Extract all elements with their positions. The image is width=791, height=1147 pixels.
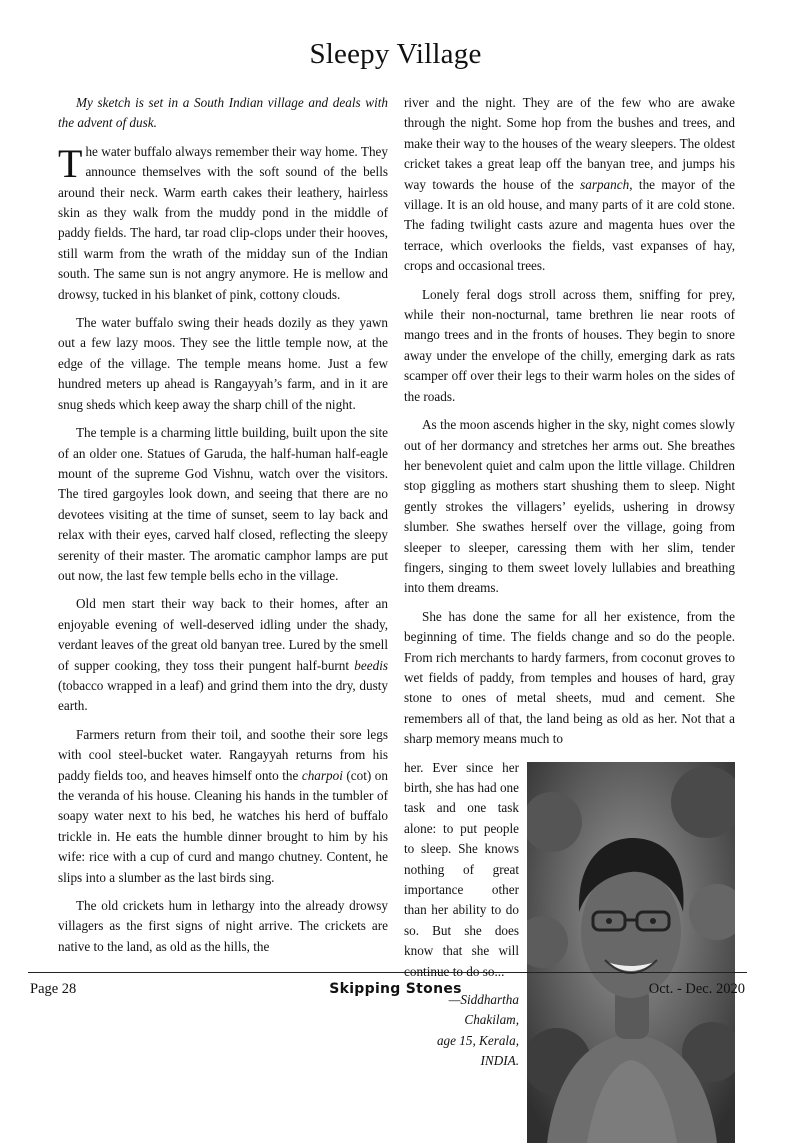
paragraph-2: The water buffalo swing their heads dozily as they yawn out a few lazy moos. They see the little temple now, at the edge of the village. The temple means home. Just a few hundred meters up ahead is Rangayyah’s farm, and in it are snug sheds which keep away the sharp chill of the night. — [58, 315, 388, 412]
paragraph-7 — [404, 93, 735, 277]
paragraph-7-text-a: river and the night. They are of the few who are awake through the night. Some hop from the bushes and trees, and make their way to the houses of the weary sleepers. The oldest cricket takes a great leap off the banyan tree, and jumps his way towards the house of the — [404, 95, 735, 192]
author-photo-frame — [527, 762, 735, 1143]
term-charpoi: charpoi — [301, 767, 343, 783]
paragraph-5 — [58, 725, 388, 888]
author-portrait-image — [527, 762, 735, 1143]
page-number: Page 28 — [30, 981, 77, 997]
paragraph-3: The temple is a charming little building, built upon the site of an older one. Statues of Garuda, the half-human half-eagle mount of the supreme God Vishnu, watch over the visitors. The tired gargoyles look down, and seeing that there are no devotees visiting at the time of sunset, seem to lay back and relax with their eyes, carved half closed, reflecting the sleepy serenity of their master. The aromatic camphor lamps are put out now, the last few temple bells echo in the village. — [58, 425, 388, 583]
term-sarpanch: sarpanch — [580, 176, 630, 192]
magazine-name: Skipping Stones — [329, 981, 462, 997]
paragraph-5-text-a: Farmers return from their toil, and soothe their sore legs with cool steel-bucket water. Rangayyah returns from his paddy fields too, and heaves himself onto the — [58, 726, 388, 783]
paragraph-6: The old crickets hum in lethargy into the already drowsy villagers as the first signs of night arrive. The crickets are native to the land, as old as the hills, the — [58, 898, 388, 954]
paragraph-1 — [58, 142, 388, 305]
paragraph-1-text: he water buffalo always remember their way home. They announce themselves with the soft sound of the bells around their neck. Warm earth cakes their leathery, hairless skin as they walk from the muddy pond in the middle of paddy fields. The hard, tar road clip-clops under their hooves, still warm from the wrath of the midday sun of the Indian south. The same sun is not angry anymore. He is mellow and drowsy, tucked in his blanket of pink, cottony clouds. — [58, 143, 388, 302]
paragraph-4 — [58, 594, 388, 716]
footer-rule — [28, 972, 747, 973]
paragraph-8: Lonely feral dogs stroll across them, sniffing for prey, while their non-nocturnal, tame brethren lie near roots of mango trees and in the fronts of houses. They begin to snore away under the envelope of the chilly, emerging dark as rats scamper off over their legs to their warm holes on the sides of the roads. — [404, 286, 735, 404]
paragraph-4-text-b: (tobacco wrapped in a leaf) and grind them into the dry, dusty earth. — [58, 677, 388, 714]
author-photo — [527, 762, 735, 1143]
article-title: Sleepy Village — [309, 38, 482, 70]
author-signature-line-2: age 15, Kerala, INDIA. — [436, 1032, 519, 1069]
issue-date: Oct. - Dec. 2020 — [648, 981, 745, 997]
paragraph-5-text-b: (cot) on the veranda of his house. Cleaning his hands in the tumbler of soapy water next to his bed, he watches his herd of buffalo trickle in. He eats the humble dinner brought to him by his wife: rice with a cup of curd and mango chutney. Content, he slips into a slumber as the last birds sing. — [58, 767, 388, 885]
paragraph-7-text-b: , the mayor of the village. It is an old house, and many parts of it are cold stone. The fading twilight casts azure and magenta hues over the terrace, which overlooks the fields, vast expanses of hay, crops and occasional trees. — [404, 176, 735, 274]
intro-note: My sketch is set in a South Indian village and deals with the advent of dusk. — [58, 95, 388, 131]
paragraph-10: She has done the same for all her existence, from the beginning of time. The fields change and so do the people. From rich merchants to hardy farmers, from coconut groves to wet fields of paddy, from temples and houses of hard, gray stone to ones of metal sheets, mud and cement. She remembers all of that, the land being as old as her. Not that a sharp memory means much to — [404, 608, 735, 747]
term-beedis: beedis — [354, 657, 388, 673]
paragraph-10-continued: her. Ever since her birth, she has had one task and one task alone: to put people to sleep. She knows nothing of great importance other than her ability to do so. But she does know that she will continue to do so... — [404, 759, 519, 979]
paragraph-9: As the moon ascends higher in the sky, night comes slowly out of her dormancy and stretches her arms out. She breathes her benevolent quiet and calm upon the little village. Children stop giggling as mothers start shushing them to sleep. Night gently strokes the villagers’ eyelids, ushering in drowsy slumber. She swathes herself over the village, going from sleeper to sleeper, caressing them with her slim, tender fingers, singing to them sweet lovely lullabies and breathing into them dreams. — [404, 417, 735, 596]
paragraph-4-text-a: Old men start their way back to their homes, after an enjoyable evening of well-deserved idling under the shady, verdant leaves of the great old banyan tree. Lured by the smell of supper cooking, they toss their pungent half-burnt — [58, 596, 388, 673]
left-column — [58, 93, 388, 965]
drop-cap: T — [58, 140, 83, 186]
author-signature-line-1: —Siddhartha Chakilam, — [448, 992, 519, 1028]
